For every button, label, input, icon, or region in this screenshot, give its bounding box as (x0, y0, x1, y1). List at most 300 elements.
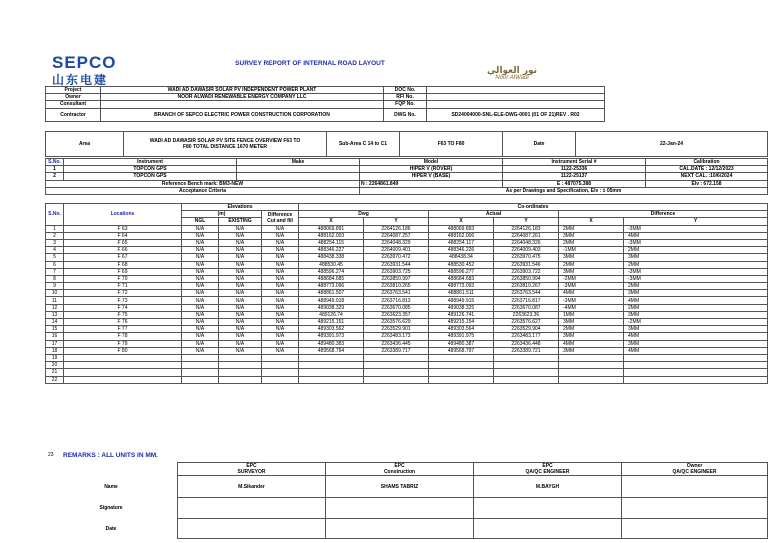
table-cell: 488069.891 (299, 225, 364, 232)
h-actual: Actual (429, 211, 559, 218)
table-cell: 2264009.401 (364, 247, 429, 254)
table-cell: 489568.794 (299, 347, 364, 354)
table-cell: N/A (182, 319, 219, 326)
table-cell: -3MM (559, 297, 624, 304)
table-cell: 2264126.186 (364, 225, 429, 232)
table-cell: 488684.685 (299, 275, 364, 282)
table-cell: 488773.093 (429, 283, 494, 290)
table-cell: N/A (182, 232, 219, 239)
table-cell (262, 376, 299, 383)
table-cell: 489303.562 (299, 326, 364, 333)
table-cell: N/A (182, 333, 219, 340)
table-cell: -3MM (624, 225, 768, 232)
table-cell: 3MM (559, 268, 624, 275)
table-row (46, 247, 768, 254)
sepco-logo-chinese: 山东电建 (52, 73, 109, 87)
table-cell: 2MM (624, 304, 768, 311)
acceptance-value: As per Drawings and Specification, Elv : ± 05mm (360, 187, 768, 194)
table-cell: 488596.277 (429, 268, 494, 275)
owner-label: Owner (46, 94, 101, 101)
table-cell: N/A (219, 319, 262, 326)
table-row (46, 254, 768, 261)
date-value: 22-Jan-24 (576, 132, 768, 157)
table-cell: 488949.915 (429, 297, 494, 304)
table-cell: 489568.797 (429, 347, 494, 354)
table-cell: N/A (219, 297, 262, 304)
table-cell (299, 362, 364, 369)
table-cell: N/A (182, 225, 219, 232)
table-cell: -3MM (624, 268, 768, 275)
table-cell: N/A (262, 239, 299, 246)
h-unit-m: (m) (182, 211, 262, 218)
table-cell: 2263436.445 (364, 340, 429, 347)
table-cell: 2263810.267 (494, 283, 559, 290)
h-actual-y: Y (494, 218, 559, 225)
instrument-row: 2 TOPCON GPS HIPER V (BASE) 1122-25137 NEXT CAL. :10/6/2024 (46, 173, 768, 180)
table-cell: -2MM (624, 319, 768, 326)
table-cell (429, 376, 494, 383)
table-cell: 2264009.403 (494, 247, 559, 254)
table-cell: 9 (46, 283, 64, 290)
table-cell: N/A (262, 247, 299, 254)
table-cell (64, 369, 182, 376)
table-cell (219, 354, 262, 361)
table-cell: 2263970.475 (494, 254, 559, 261)
table-cell: 3MM (559, 347, 624, 354)
table-cell: 1MM (559, 311, 624, 318)
table-cell: 2264126.183 (494, 225, 559, 232)
table-cell: F 72 (64, 290, 182, 297)
table-cell: 489303.564 (429, 326, 494, 333)
table-row (46, 268, 768, 275)
survey-table (45, 203, 768, 384)
table-cell: 488438.34 (429, 254, 494, 261)
table-cell: F 71 (64, 283, 182, 290)
table-cell: N/A (182, 290, 219, 297)
h-ngl: NGL (182, 218, 219, 225)
table-cell: -3MM (624, 239, 768, 246)
table-cell: 489215.154 (429, 319, 494, 326)
table-cell (364, 362, 429, 369)
table-cell: -2MM (559, 275, 624, 282)
table-cell: 2263903.722 (494, 268, 559, 275)
report-title: SURVEY REPORT OF INTERNAL ROAD LAYOUT (235, 60, 385, 67)
table-cell (64, 376, 182, 383)
doc-value (427, 87, 605, 94)
table-row (46, 333, 768, 340)
table-cell: 3MM (624, 311, 768, 318)
table-cell: N/A (182, 347, 219, 354)
table-cell: 489038.325 (429, 304, 494, 311)
table-cell: 11 (46, 297, 64, 304)
table-cell: N/A (262, 319, 299, 326)
h-dwg: Dwg (299, 211, 429, 218)
table-cell: N/A (262, 347, 299, 354)
table-cell: N/A (182, 247, 219, 254)
contractor-label: Contractor (46, 108, 101, 121)
h-locations: Locations (64, 204, 182, 226)
table-cell: F 67 (64, 254, 182, 261)
table-cell: 488773.096 (299, 283, 364, 290)
table-cell: 15 (46, 326, 64, 333)
table-cell: N/A (219, 232, 262, 239)
table-cell (494, 376, 559, 383)
h-dwg-y: Y (364, 218, 429, 225)
table-cell: F 80 (64, 347, 182, 354)
table-cell (64, 354, 182, 361)
table-cell (494, 362, 559, 369)
h-actual-x: X (429, 218, 494, 225)
table-row (46, 340, 768, 347)
table-cell: 2263716.817 (494, 297, 559, 304)
table-cell: N/A (219, 326, 262, 333)
inst-h-calibration: Calibration (646, 159, 768, 166)
table-cell: 3MM (559, 254, 624, 261)
fqp-label: FQP No. (384, 101, 427, 108)
table-cell: N/A (182, 275, 219, 282)
signoff-table (45, 462, 768, 539)
table-cell: 4 (46, 247, 64, 254)
table-cell: 10 (46, 290, 64, 297)
table-cell: 21 (46, 369, 64, 376)
table-cell: 4MM (624, 333, 768, 340)
table-cell: N/A (262, 283, 299, 290)
table-cell: 2263670.085 (364, 304, 429, 311)
table-cell: 3MM (624, 326, 768, 333)
project-label: Project (46, 87, 101, 94)
area-table (45, 131, 768, 157)
table-cell: N/A (262, 304, 299, 311)
table-cell: N/A (262, 232, 299, 239)
table-row (46, 362, 768, 369)
table-cell: N/A (219, 290, 262, 297)
table-cell: 3MM (559, 232, 624, 239)
table-cell: N/A (219, 268, 262, 275)
table-cell: 2263623.36 (494, 311, 559, 318)
rfi-value (427, 94, 605, 101)
inst-h-sno: S.No. (46, 159, 64, 166)
table-cell: 2MM (624, 283, 768, 290)
table-cell: 489480.383 (299, 340, 364, 347)
table-cell: 2263903.725 (364, 268, 429, 275)
table-cell: 2263716.813 (364, 297, 429, 304)
table-cell: N/A (219, 261, 262, 268)
table-cell: 2263483.173 (364, 333, 429, 340)
acceptance-label: Acceptance Criteria (46, 187, 360, 194)
info-table (45, 86, 605, 122)
table-cell: N/A (219, 333, 262, 340)
table-cell: 489480.387 (429, 340, 494, 347)
table-cell: F 66 (64, 247, 182, 254)
table-cell: 4MM (624, 297, 768, 304)
doc-label: DOC No. (384, 87, 427, 94)
table-cell: F 77 (64, 326, 182, 333)
table-cell: 18 (46, 347, 64, 354)
table-cell: N/A (182, 340, 219, 347)
table-cell: N/A (262, 275, 299, 282)
table-cell: F 76 (64, 319, 182, 326)
signoff-name: M.Sikander (178, 476, 326, 498)
table-cell: 6 (46, 261, 64, 268)
table-cell (299, 376, 364, 383)
remarks-number: 23 (48, 452, 54, 458)
table-cell: N/A (262, 254, 299, 261)
table-cell: N/A (182, 254, 219, 261)
inst-h-model: Model (360, 159, 503, 166)
signoff-name: SHAMS TABRIZ (326, 476, 474, 498)
signoff-name (622, 476, 768, 498)
table-cell: 3MM (559, 319, 624, 326)
table-cell: 19 (46, 354, 64, 361)
table-cell: 488254.117 (429, 239, 494, 246)
noor-logo-english: Noor AlWadi (495, 75, 529, 81)
table-cell (429, 369, 494, 376)
table-cell (559, 376, 624, 383)
table-cell: N/A (219, 311, 262, 318)
table-cell: 488861.507 (299, 290, 364, 297)
table-cell: 3MM (624, 290, 768, 297)
table-cell: N/A (262, 333, 299, 340)
table-cell: N/A (219, 247, 262, 254)
table-row (46, 319, 768, 326)
table-cell: N/A (219, 283, 262, 290)
h-existing: EXISTING (219, 218, 262, 225)
table-cell (182, 354, 219, 361)
table-row (46, 297, 768, 304)
table-cell: 488346.227 (299, 247, 364, 254)
dwg-label: DWG No. (384, 108, 427, 121)
benchmark-elv: Elv : 672.158 (646, 180, 768, 187)
table-row (46, 239, 768, 246)
table-cell: N/A (262, 340, 299, 347)
table-cell: N/A (262, 311, 299, 318)
table-cell: N/A (262, 297, 299, 304)
fqp-value (427, 101, 605, 108)
table-cell: 2264087.261 (494, 232, 559, 239)
table-cell: 489126.741 (429, 311, 494, 318)
h-elevations: Elevations (182, 204, 299, 211)
table-cell: N/A (182, 311, 219, 318)
consultant-value (101, 101, 384, 108)
table-cell: F 75 (64, 311, 182, 318)
benchmark-label: Reference Bench mark: BM3-NEW (46, 180, 360, 187)
table-cell: N/A (182, 297, 219, 304)
table-cell: N/A (182, 326, 219, 333)
table-cell: 2MM (624, 261, 768, 268)
table-row (46, 369, 768, 376)
table-cell: 5 (46, 254, 64, 261)
table-cell: N/A (182, 283, 219, 290)
signoff-col-4: Owner QA/QC ENGINEER (622, 463, 768, 476)
table-cell: 2264087.257 (364, 232, 429, 239)
table-cell (299, 354, 364, 361)
table-cell: 7 (46, 268, 64, 275)
table-cell: 22 (46, 376, 64, 383)
table-cell (494, 354, 559, 361)
signoff-col-2: EPC Construction (326, 463, 474, 476)
table-row (46, 354, 768, 361)
table-cell: 2264048.329 (364, 239, 429, 246)
table-cell: 13 (46, 311, 64, 318)
table-cell (624, 369, 768, 376)
table-cell: 3MM (624, 340, 768, 347)
h-coordinates: Co-ordinates (299, 204, 768, 211)
h-sno: S.No. (46, 204, 64, 226)
date-sign-label: Date (105, 525, 117, 532)
table-cell: -3MM (624, 275, 768, 282)
table-cell: 2263576.629 (364, 319, 429, 326)
table-cell: 488069.893 (429, 225, 494, 232)
table-cell: 2MM (559, 326, 624, 333)
table-cell: 488162.006 (429, 232, 494, 239)
table-cell: 2263529.904 (494, 326, 559, 333)
name-label: Name (104, 483, 118, 490)
table-cell (494, 369, 559, 376)
table-cell (182, 362, 219, 369)
table-cell: 3MM (624, 254, 768, 261)
table-cell: N/A (182, 304, 219, 311)
table-cell (64, 362, 182, 369)
table-cell: 2264048.326 (494, 239, 559, 246)
signoff-name: M.BAYGH (474, 476, 622, 498)
table-cell: 2263670.087 (494, 304, 559, 311)
table-cell: F 70 (64, 275, 182, 282)
table-row (46, 347, 768, 354)
table-cell: F 68 (64, 261, 182, 268)
table-cell: 2263576.627 (494, 319, 559, 326)
table-cell: 2263850.994 (494, 275, 559, 282)
table-cell (559, 354, 624, 361)
remarks: REMARKS : ALL UNITS IN MM. (63, 452, 158, 459)
benchmark-n: N : 2264861.849 (360, 180, 503, 187)
table-cell: 488530.45 (299, 261, 364, 268)
signoff-col-3: EPC QA/QC ENGINEER (474, 463, 622, 476)
table-cell (429, 354, 494, 361)
table-cell: -1MM (559, 247, 624, 254)
project-value: WADI AD DAWASIR SOLAR PV INDEPENDENT POWER PLANT (101, 87, 384, 94)
table-cell: F 64 (64, 232, 182, 239)
table-cell: N/A (262, 261, 299, 268)
table-cell: N/A (219, 340, 262, 347)
table-cell: 489126.74 (299, 311, 364, 318)
table-cell: 4MM (624, 347, 768, 354)
table-cell: F 73 (64, 297, 182, 304)
table-cell: 488346.226 (429, 247, 494, 254)
table-cell (262, 369, 299, 376)
table-cell: 2263436.448 (494, 340, 559, 347)
table-cell (559, 362, 624, 369)
table-row (46, 311, 768, 318)
contractor-value: BRANCH OF SEPCO ELECTRIC POWER CONSTRUCTION CORPORATION (101, 108, 384, 121)
table-row (46, 232, 768, 239)
table-row (46, 376, 768, 383)
subarea-value: Sub-Area C 14 to C1 (327, 132, 400, 157)
table-cell: N/A (262, 326, 299, 333)
h-difference: Difference (559, 211, 768, 218)
table-cell: 4MM (559, 340, 624, 347)
table-row (46, 261, 768, 268)
inst-h-make: Make (237, 159, 360, 166)
table-cell: 4MM (559, 290, 624, 297)
table-cell: 17 (46, 340, 64, 347)
table-cell: 2263529.901 (364, 326, 429, 333)
owner-value: NOOR ALWADI RENEWABLE ENERGY COMPANY LLC (101, 94, 384, 101)
table-cell: 488254.115 (299, 239, 364, 246)
table-cell: 2263850.997 (364, 275, 429, 282)
sepco-logo-text: SEPCO (52, 53, 117, 72)
table-cell: 1 (46, 225, 64, 232)
table-cell: F 65 (64, 239, 182, 246)
table-cell: 488861.511 (429, 290, 494, 297)
sepco-logo (52, 53, 132, 89)
table-cell: 2MM (559, 225, 624, 232)
table-cell (429, 362, 494, 369)
table-cell: N/A (262, 290, 299, 297)
table-cell (219, 376, 262, 383)
table-cell: 8 (46, 275, 64, 282)
h-diff-y: Y (624, 218, 768, 225)
table-cell: F 78 (64, 333, 182, 340)
table-row (46, 304, 768, 311)
rfi-label: RFI No. (384, 94, 427, 101)
table-cell (624, 354, 768, 361)
table-cell (624, 362, 768, 369)
table-cell: 489391.973 (299, 333, 364, 340)
table-cell: N/A (182, 239, 219, 246)
table-cell: 2263389.717 (364, 347, 429, 354)
table-cell: 488684.683 (429, 275, 494, 282)
table-cell (364, 376, 429, 383)
table-row (46, 326, 768, 333)
table-cell: 3 (46, 239, 64, 246)
table-cell: 2263763.541 (364, 290, 429, 297)
table-cell: N/A (262, 268, 299, 275)
table-cell: 20 (46, 362, 64, 369)
table-cell: N/A (219, 225, 262, 232)
table-row (46, 290, 768, 297)
table-cell: F 74 (64, 304, 182, 311)
table-cell: N/A (182, 268, 219, 275)
table-row (46, 275, 768, 282)
table-cell: 12 (46, 304, 64, 311)
benchmark-e: E : 487075.388 (503, 180, 646, 187)
h-dwg-x: X (299, 218, 364, 225)
table-cell: F 79 (64, 340, 182, 347)
table-cell (624, 376, 768, 383)
inst-h-instrument: Instrument (64, 159, 237, 166)
h-diff-x: X (559, 218, 624, 225)
table-cell: 2263931.546 (494, 261, 559, 268)
consultant-label: Consultant (46, 101, 101, 108)
inst-h-serial: Instrument Serial # (503, 159, 646, 166)
table-cell: 489391.975 (429, 333, 494, 340)
table-cell: 2263483.177 (494, 333, 559, 340)
table-cell: -3MM (559, 283, 624, 290)
table-cell: 488162.003 (299, 232, 364, 239)
instrument-row: 1 TOPCON GPS HIPER V (ROVER) 1122-25336 CAL.DATE : 12/12/2023 (46, 166, 768, 173)
table-cell: 16 (46, 333, 64, 340)
table-cell: F 63 (64, 225, 182, 232)
table-cell: 489038.329 (299, 304, 364, 311)
table-cell: 489215.151 (299, 319, 364, 326)
table-row (46, 283, 768, 290)
noor-alwadi-logo (482, 66, 542, 88)
signature-label: Signature (99, 505, 123, 511)
area-label: Area (46, 132, 124, 157)
table-cell: F 69 (64, 268, 182, 275)
table-cell: -4MM (559, 304, 624, 311)
table-cell (262, 362, 299, 369)
